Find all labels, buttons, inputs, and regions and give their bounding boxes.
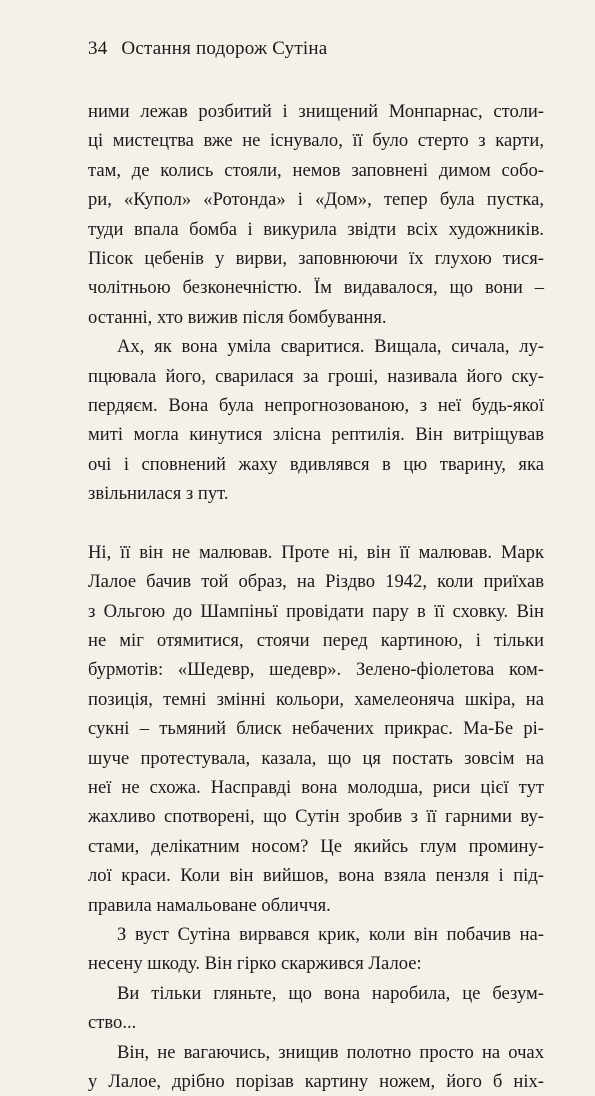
text-line: очі і сповнений жаху вдивлявся в цю тварину, яка: [88, 453, 544, 475]
text-line: бурмотів: «Шедевр, шедевр». Зелено-фіолетова ком-: [88, 659, 544, 681]
text-line: шуче протестувала, казала, що ця постать зовсім на: [88, 747, 544, 769]
text-line: стами, делікатним носом? Це якийсь глум проминy-: [88, 835, 544, 857]
text-line: жахливо спотворені, що Сутін зробив з її гарними ву-: [88, 806, 544, 828]
text-line: позиція, темні змінні кольори, хамелеоняча шкіра, на: [88, 688, 544, 710]
section-break: [88, 509, 544, 538]
text-line: пердяєм. Вона була непрогнозованою, з неї будь-якої: [88, 395, 544, 417]
text-line: сукні – тьмяний блиск небачених прикрас. Ма-Бе рі-: [88, 718, 544, 740]
running-header: [88, 38, 327, 60]
text-line: пцювала його, сварилася за гроші, називала його ску-: [88, 365, 544, 387]
text-line: Лалое бачив той образ, на Різдво 1942, коли приїхав: [88, 571, 544, 593]
text-line: Пісок цебенів у вирви, заповнюючи їх глухою тися-: [88, 248, 544, 270]
running-title: Остання подорож Сутіна: [121, 38, 328, 59]
text-line: з Ольгою до Шампіньї провідати пару в її сховку. Він: [88, 600, 544, 622]
text-line: звільнилася з пут.: [88, 483, 229, 505]
text-line: З вуст Сутіна вирвався крик, коли він побачив на-: [117, 923, 544, 945]
text-line: ри, «Купол» «Ротонда» і «Дом», тепер була пустка,: [88, 189, 544, 211]
body-text: [88, 97, 544, 1096]
text-line: останні, хто вижив після бомбування.: [88, 306, 387, 328]
text-line: там, де колись стояли, немов заповнені димом собо-: [88, 159, 544, 181]
page-number: 34: [88, 38, 108, 59]
text-line: Ах, як вона уміла сваритися. Вищала, сичала, лу-: [117, 336, 544, 358]
text-line: Він, не вагаючись, знищив полотно просто на очах: [117, 1041, 544, 1063]
text-line: несену шкоду. Він гірко скаржився Лалое:: [88, 953, 422, 975]
text-line: ці мистецтва вже не існувало, її було стерто з карти,: [88, 130, 544, 152]
text-line: правила намальоване обличчя.: [88, 894, 331, 916]
text-line: Ні, її він не малював. Проте ні, він її малював. Марк: [88, 541, 544, 563]
text-line: туди впала бомба і викурила звідти всіх художників.: [88, 218, 544, 240]
text-line: лої краси. Коли він вийшов, вона взяла пензля і під-: [88, 865, 544, 887]
text-line: ними лежав розбитий і знищений Монпарнас, столи-: [88, 101, 544, 122]
text-line: миті могла кинутися злісна рептилія. Він витріщував: [88, 424, 544, 446]
text-line: чолітньою безконечністю. Їм видавалося, що вони –: [88, 277, 544, 299]
text-line: не міг отямитися, стоячи перед картиною, і тільки: [88, 629, 544, 651]
text-line: неї не схожа. Насправді вона молодша, риси цієї тут: [88, 776, 544, 798]
text-line: Ви тільки гляньте, що вона наробила, це безум-: [117, 982, 544, 1004]
text-line: ство...: [88, 1012, 137, 1034]
text-line: у Лалое, дрібно порізав картину ножем, його б ніх-: [88, 1071, 544, 1092]
